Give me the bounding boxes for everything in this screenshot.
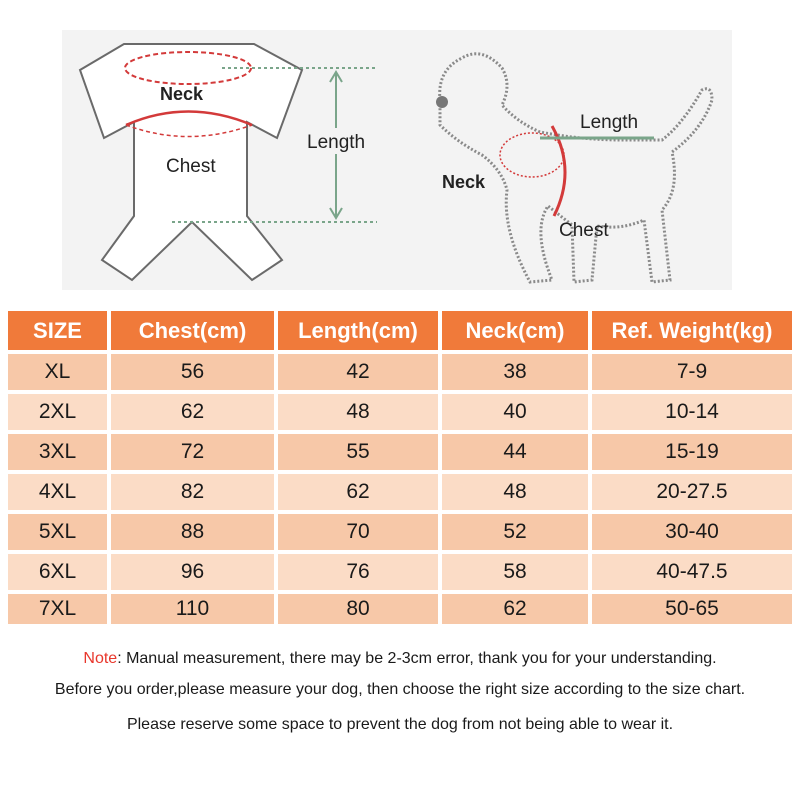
- size-cell: 7XL: [6, 592, 109, 626]
- neck-cell: 58: [440, 552, 590, 592]
- chest-cell: 72: [109, 432, 276, 472]
- dog-drawing: [440, 54, 712, 282]
- chest-cell: 82: [109, 472, 276, 512]
- size-cell: 5XL: [6, 512, 109, 552]
- chest-cell: 96: [109, 552, 276, 592]
- neck-cell: 48: [440, 472, 590, 512]
- neck-cell: 62: [440, 592, 590, 626]
- garment-chest-label: Chest: [166, 156, 216, 177]
- garment-neck-label: Neck: [160, 84, 204, 104]
- measurement-diagram: [62, 30, 732, 290]
- size-cell: 2XL: [6, 392, 109, 432]
- header-size: SIZE: [6, 309, 109, 352]
- length-cell: 76: [276, 552, 440, 592]
- neck-cell: 52: [440, 512, 590, 552]
- length-cell: 70: [276, 512, 440, 552]
- table-row: [6, 552, 794, 592]
- size-cell: 6XL: [6, 552, 109, 592]
- length-cell: 42: [276, 352, 440, 392]
- chest-cell: 110: [109, 592, 276, 626]
- garment-length-label: Length: [307, 132, 366, 153]
- length-cell: 55: [276, 432, 440, 472]
- table-row: [6, 352, 794, 392]
- size-cell: 3XL: [6, 432, 109, 472]
- weight-cell: 30-40: [590, 512, 794, 552]
- header-neck: Neck(cm): [440, 309, 590, 352]
- header-length: Length(cm): [276, 309, 440, 352]
- note-label: Note: [83, 650, 118, 667]
- dog-nose: [436, 96, 448, 108]
- dog-neck-ellipse: [500, 133, 564, 177]
- dog-chest-label: Chest: [559, 220, 609, 241]
- dog-length-label: Length: [580, 112, 639, 133]
- note-line-1: [0, 650, 800, 668]
- length-cell: 62: [276, 472, 440, 512]
- chest-cell: 56: [109, 352, 276, 392]
- weight-cell: 50-65: [590, 592, 794, 626]
- length-cell: 80: [276, 592, 440, 626]
- weight-cell: 7-9: [590, 352, 794, 392]
- measurement-illustration: [62, 30, 732, 290]
- neck-cell: 44: [440, 432, 590, 472]
- weight-cell: 10-14: [590, 392, 794, 432]
- note-line-2: Before you order,please measure your dog, then choose the right size according to the size chart.: [54, 681, 746, 698]
- length-cell: 48: [276, 392, 440, 432]
- table-row: [6, 592, 794, 626]
- neck-cell: 38: [440, 352, 590, 392]
- header-chest: Chest(cm): [109, 309, 276, 352]
- size-cell: 4XL: [6, 472, 109, 512]
- table-header-row: [6, 309, 794, 352]
- chest-cell: 88: [109, 512, 276, 552]
- weight-cell: 15-19: [590, 432, 794, 472]
- dog-neck-label: Neck: [442, 172, 486, 192]
- note-line-3: Please reserve some space to prevent the dog from not being able to wear it.: [126, 716, 674, 733]
- size-table: [6, 309, 794, 626]
- chest-cell: 62: [109, 392, 276, 432]
- weight-cell: 20-27.5: [590, 472, 794, 512]
- table-row: [6, 392, 794, 432]
- table-row: [6, 512, 794, 552]
- neck-cell: 40: [440, 392, 590, 432]
- size-cell: XL: [6, 352, 109, 392]
- table-row: [6, 472, 794, 512]
- table-row: [6, 432, 794, 472]
- weight-cell: 40-47.5: [590, 552, 794, 592]
- note-text: : Manual measurement, there may be 2-3cm error, thank you for your understanding.: [117, 650, 717, 667]
- header-weight: Ref. Weight(kg): [590, 309, 794, 352]
